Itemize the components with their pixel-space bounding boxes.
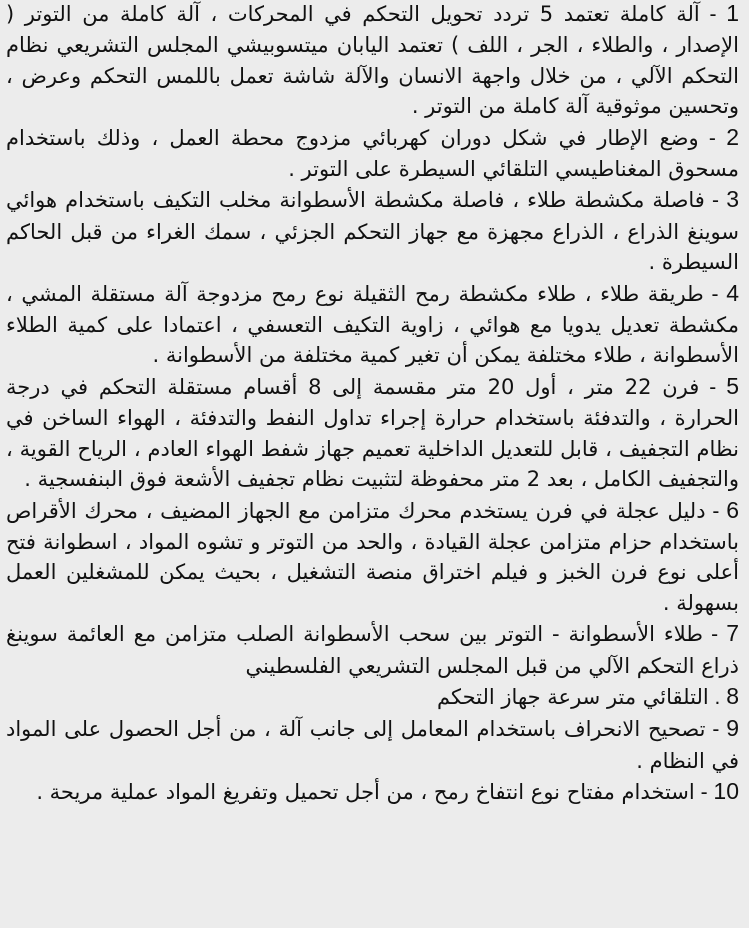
item-number: 3	[726, 186, 739, 213]
list-item-1: 1 - آلة كاملة تعتمد 5 تردد تحويل التحكم في المحركات ، آلة كاملة من التوتر ( الإصدار ، والطلاء ، الجر ، اللف ) تعتمد اليابان ميتسوبيشي المجلس التشريعي نظام التحكم الآلي ، من خلال واجهة الانسان والآلة شاشة تعمل باللمس التحكم وعرض ، وتحسين موثوقية آلة كاملة من التوتر .	[6, 0, 739, 119]
item-text: طريقة طلاء ، طلاء مكشطة رمح الثقيلة نوع رمح مزدوجة آلة مستقلة المشي ، مكشطة تعديل يدويا مع هوائي ، زاوية التكيف التعسفي ، اعتمادا على كمية الطلاء الأسطوانة ، طلاء مختلفة يمكن أن تغير كمية مختلفة من الأسطوانة .	[6, 281, 739, 368]
item-text: وضع الإطار في شكل دوران كهربائي مزدوج محطة العمل ، وذلك باستخدام مسحوق المغناطيسي التلقائي السيطرة على التوتر .	[6, 125, 739, 182]
list-item-9: 9 - تصحيح الانحراف باستخدام المعامل إلى جانب آلة ، من أجل الحصول على المواد في النظام .	[6, 715, 739, 773]
list-item-2: 2 - وضع الإطار في شكل دوران كهربائي مزدوج محطة العمل ، وذلك باستخدام مسحوق المغناطيسي التلقائي السيطرة على التوتر .	[6, 123, 739, 182]
item-number: 10	[713, 778, 739, 805]
item-number: 1	[726, 0, 739, 26]
item-number: 6	[726, 496, 739, 523]
item-text: تصحيح الانحراف باستخدام المعامل إلى جانب آلة ، من أجل الحصول على المواد في النظام .	[6, 717, 739, 773]
list-item-4: 4 - طريقة طلاء ، طلاء مكشطة رمح الثقيلة نوع رمح مزدوجة آلة مستقلة المشي ، مكشطة تعديل يدويا مع هوائي ، زاوية التكيف التعسفي ، اعتمادا على كمية الطلاء الأسطوانة ، طلاء مختلفة يمكن أن تغير كمية مختلفة من الأسطوانة .	[6, 279, 739, 368]
item-text: آلة كاملة تعتمد 5 تردد تحويل التحكم في المحركات ، آلة كاملة من التوتر ( الإصدار ، والطلاء ، الجر ، اللف ) تعتمد اليابان ميتسوبيشي المجلس التشريعي نظام التحكم الآلي ، من خلال واجهة الانسان والآلة شاشة تعمل باللمس التحكم وعرض ، وتحسين موثوقية آلة كاملة من التوتر .	[6, 2, 739, 119]
item-number: 9	[726, 715, 739, 742]
item-text: طلاء الأسطوانة - التوتر بين سحب الأسطوانة الصلب متزامن مع العائمة سوينغ ذراع التحكم الآلي من قبل المجلس التشريعي الفلسطيني	[6, 622, 739, 678]
item-number: 7	[726, 620, 739, 647]
numbered-list	[6, 0, 739, 809]
item-number: 2	[726, 123, 739, 150]
item-number: 5	[726, 372, 739, 399]
item-text: فاصلة مكشطة طلاء ، فاصلة مكشطة الأسطوانة مخلب التكيف باستخدام هوائي سوينغ الذراع ، الذراع مجهزة مع جهاز التحكم الجزئي ، سمك الغراء من قبل الحاكم السيطرة .	[6, 188, 739, 275]
item-number: 4	[726, 279, 739, 306]
list-item-5: 5 - فرن 22 متر ، أول 20 متر مقسمة إلى 8 أقسام مستقلة التحكم في درجة الحرارة ، والتدفئة باستخدام حرارة إجراء تداول النفط والتدفئة ، الهواء الساخن في نظام التجفيف ، قابل للتعديل الداخلية تعميم جهاز شفط الهواء العادم ، الرياح القوية ، والتجفيف الكامل ، بعد 2 متر محفوظة لتثبيت نظام تجفيف الأشعة فوق البنفسجية .	[6, 372, 739, 492]
item-number: 8	[726, 682, 739, 709]
item-text: استخدام مفتاح نوع انتفاخ رمح ، من أجل تحميل وتفريغ المواد عملية مريحة .	[36, 780, 695, 805]
list-item-7: 7 - طلاء الأسطوانة - التوتر بين سحب الأسطوانة الصلب متزامن مع العائمة سوينغ ذراع التحكم الآلي من قبل المجلس التشريعي الفلسطيني	[6, 620, 739, 678]
list-item-10: 10 - استخدام مفتاح نوع انتفاخ رمح ، من أجل تحميل وتفريغ المواد عملية مريحة .	[36, 778, 739, 805]
list-item-3: 3 - فاصلة مكشطة طلاء ، فاصلة مكشطة الأسطوانة مخلب التكيف باستخدام هوائي سوينغ الذراع ، الذراع مجهزة مع جهاز التحكم الجزئي ، سمك الغراء من قبل الحاكم السيطرة .	[6, 186, 739, 275]
item-text: التلقائي متر سرعة جهاز التحكم	[437, 684, 709, 709]
item-text: فرن 22 متر ، أول 20 متر مقسمة إلى 8 أقسام مستقلة التحكم في درجة الحرارة ، والتدفئة باستخدام حرارة إجراء تداول النفط والتدفئة ، الهواء الساخن في نظام التجفيف ، قابل للتعديل الداخلية تعميم جهاز شفط الهواء العادم ، الرياح القوية ، والتجفيف الكامل ، بعد 2 متر محفوظة لتثبيت نظام تجفيف الأشعة فوق البنفسجية .	[6, 374, 739, 492]
list-item-6: 6 - دليل عجلة في فرن يستخدم محرك متزامن مع الجهاز المضيف ، محرك الأقراص باستخدام حزام متزامن عجلة القيادة ، والحد من التوتر و تشوه المواد ، اسطوانة فتح أعلى نوع فرن الخبز و فيلم اختراق منصة التشغيل ، بحيث يمكن للمشغلين العمل بسهولة .	[6, 496, 739, 615]
item-text: دليل عجلة في فرن يستخدم محرك متزامن مع الجهاز المضيف ، محرك الأقراص باستخدام حزام متزامن عجلة القيادة ، والحد من التوتر و تشوه المواد ، اسطوانة فتح أعلى نوع فرن الخبز و فيلم اختراق منصة التشغيل ، بحيث يمكن للمشغلين العمل بسهولة .	[6, 498, 739, 615]
list-item-8: 8 . التلقائي متر سرعة جهاز التحكم	[437, 682, 739, 709]
